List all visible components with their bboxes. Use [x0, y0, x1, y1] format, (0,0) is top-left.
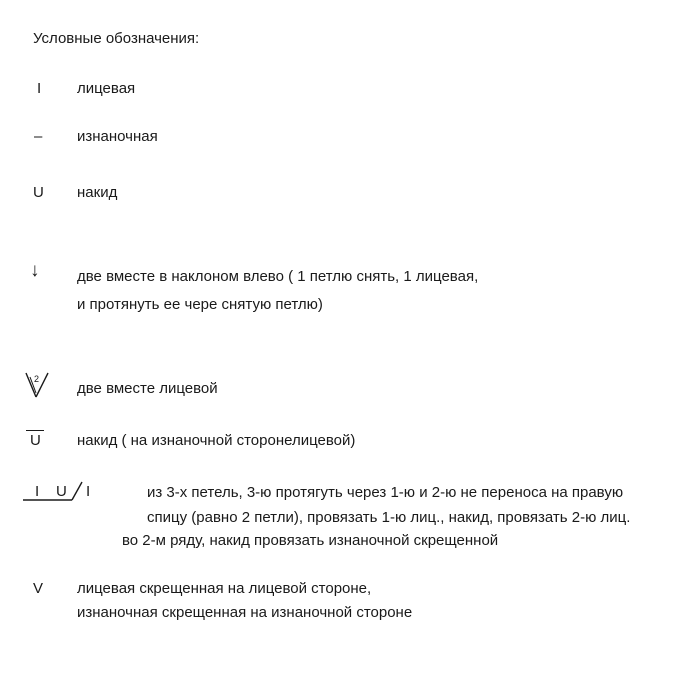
- k2tog-icon: [24, 371, 52, 401]
- three-stitch-line-1: из 3-х петель, 3-ю протягуть через 1-ю и 2-ю не переноса на правую: [147, 484, 624, 501]
- three-stitch-part-1: I: [35, 483, 40, 500]
- knit-icon: I: [37, 80, 42, 97]
- three-stitch-icon: [20, 478, 100, 502]
- three-stitch-part-3: I: [86, 483, 91, 500]
- yo-purl-side-symbol: U: [30, 432, 41, 449]
- three-stitch-part-2: U: [56, 483, 67, 500]
- twisted-stitch-icon: V: [33, 580, 44, 597]
- k2tog-label: две вместе лицевой: [77, 380, 218, 397]
- yarn-over-icon: U: [33, 184, 44, 201]
- three-stitch-line-3: во 2-м ряду, накид провязать изнаночной скрещенной: [122, 532, 499, 549]
- legend-title: Условные обозначения:: [33, 30, 200, 47]
- k2tog-number: 2: [34, 374, 40, 384]
- twisted-line-1: лицевая скрещенная на лицевой стороне,: [77, 580, 372, 597]
- yarn-over-label: накид: [77, 184, 118, 201]
- yo-purl-side-label: накид ( на изнаночной сторонелицевой): [77, 432, 356, 449]
- three-stitch-line-2: спицу (равно 2 петли), провязать 1-ю лиц., накид, провязать 2-ю лиц.: [147, 509, 631, 526]
- twisted-line-2: изнаночная скрещенная на изнаночной стороне: [77, 604, 413, 621]
- dec-left-line-1: две вместе в наклоном влево ( 1 петлю снять, 1 лицевая,: [77, 268, 479, 285]
- overline-mark: [26, 430, 44, 431]
- purl-icon: –: [34, 128, 43, 145]
- yo-purl-side-icon: [25, 428, 45, 450]
- three-stitch-lines: [20, 478, 100, 502]
- down-arrow-icon: ↓: [30, 260, 40, 281]
- purl-label: изнаночная: [77, 128, 158, 145]
- knit-label: лицевая: [77, 80, 136, 97]
- dec-left-line-2: и протянуть ее чере снятую петлю): [77, 296, 323, 313]
